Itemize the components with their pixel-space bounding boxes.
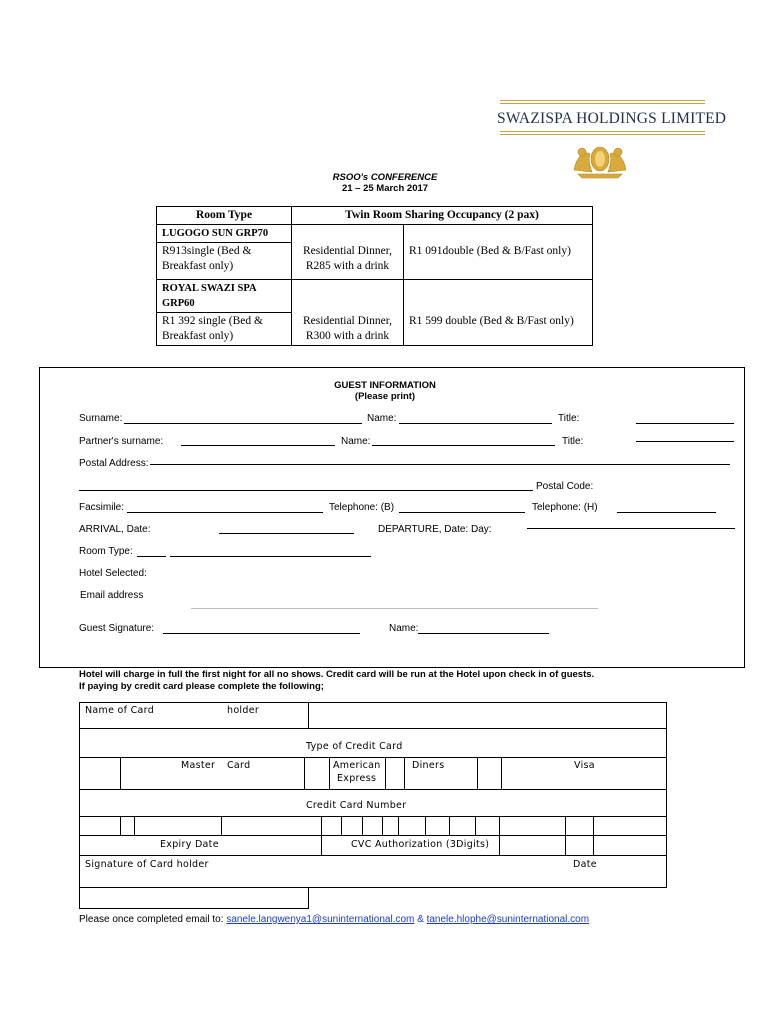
occupancy-header: Twin Room Sharing Occupancy (2 pax) (292, 207, 593, 225)
surname-field[interactable] (124, 423, 362, 424)
single-rate: R913single (Bed & Breakfast only) (157, 243, 292, 280)
cc-line (79, 702, 667, 703)
card-date-label: Date (573, 859, 597, 870)
card-number-title: Credit Card Number (306, 800, 407, 811)
hotel-name: LUGOGO SUN GRP70 (157, 225, 292, 243)
telephone-b-label: Telephone: (B) (329, 502, 395, 513)
partner-title-label: Title: (562, 436, 584, 447)
cc-line (501, 757, 502, 789)
email-link-tanele[interactable]: tanele.hlophe@suninternational.com (426, 914, 590, 925)
room-type-header: Room Type (157, 207, 292, 225)
postal-address-field[interactable] (150, 464, 730, 465)
logo-rule-top (500, 100, 705, 101)
cc-line (79, 855, 667, 856)
email-label: Email address (80, 590, 144, 601)
master-label: Master (181, 760, 216, 771)
conference-dates: 21 – 25 March 2017 (341, 183, 429, 194)
empty-cell (292, 280, 404, 313)
partner-surname-field[interactable] (181, 445, 335, 446)
diners-label: Diners (412, 760, 445, 771)
empty-cell (292, 225, 404, 243)
logo-rule-bottom (500, 131, 705, 132)
table-row (157, 280, 593, 313)
telephone-b-field[interactable] (399, 512, 525, 513)
cc-line (308, 887, 309, 908)
cvc-field[interactable] (501, 837, 564, 854)
name-field[interactable] (399, 423, 552, 424)
empty-cell (404, 225, 593, 243)
express-label: Express (337, 773, 377, 784)
cvc-label: CVC Authorization (3Digits) (351, 839, 490, 850)
email-instruction (79, 914, 589, 925)
card-number-field[interactable] (81, 818, 665, 834)
visa-checkbox[interactable] (479, 759, 500, 788)
title-label: Title: (558, 413, 580, 424)
room-type-label: Room Type: (79, 546, 133, 557)
cc-line (120, 757, 121, 789)
expiry-date-field[interactable] (223, 837, 319, 854)
single-rate: R1 392 single (Bed & Breakfast only) (157, 313, 292, 346)
cc-line (79, 887, 667, 888)
signature-name-field[interactable] (418, 633, 549, 634)
name-of-card-label: Name of Card (85, 705, 155, 716)
room-type-field[interactable] (170, 556, 371, 557)
guest-info-subtitle: (Please print) (354, 391, 416, 402)
postal-address-field-2[interactable] (79, 490, 533, 491)
logo-rule-bottom-2 (500, 134, 705, 135)
guest-signature-field[interactable] (163, 633, 360, 634)
company-name: SWAZISPA HOLDINGS LIMITED (497, 110, 727, 127)
cc-line (79, 908, 309, 909)
room-rates-table (156, 206, 593, 346)
guest-info-title: GUEST INFORMATION (334, 380, 436, 391)
logo-rule-top-2 (500, 103, 705, 104)
cc-line (79, 835, 667, 836)
cc-line (329, 757, 330, 789)
partner-surname-label: Partner's surname: (79, 436, 164, 447)
cc-line (79, 757, 667, 758)
surname-label: Surname: (79, 413, 123, 424)
card-signature-label: Signature of Card holder (85, 859, 209, 870)
diners-checkbox[interactable] (387, 759, 403, 788)
facsimile-label: Facsimile: (79, 502, 125, 513)
departure-field[interactable] (527, 528, 735, 529)
cc-line (79, 789, 667, 790)
hotel-name-line2: GRP60 (162, 298, 195, 309)
hotel-name (157, 280, 292, 313)
departure-label: DEPARTURE, Date: Day: (378, 524, 492, 535)
email-field[interactable] (191, 608, 598, 609)
type-of-card-title: Type of Credit Card (306, 741, 403, 752)
amex-checkbox[interactable] (306, 759, 328, 788)
email-ampersand: & (417, 914, 424, 925)
cc-line (79, 728, 667, 729)
telephone-h-field[interactable] (617, 512, 716, 513)
cc-line (308, 702, 309, 728)
partner-name-label: Name: (341, 436, 371, 447)
name-label: Name: (367, 413, 397, 424)
facsimile-field[interactable] (127, 512, 323, 513)
american-label: American (333, 760, 381, 771)
conference-title: RSOO's CONFERENCE (332, 172, 438, 183)
card-label: Card (227, 760, 251, 771)
visa-label: Visa (574, 760, 595, 771)
cc-line (385, 757, 386, 789)
signature-name-label: Name: (389, 623, 419, 634)
empty-cell (404, 280, 593, 313)
postal-address-label: Postal Address: (79, 458, 149, 469)
holder-label: holder (227, 705, 260, 716)
postal-code-label: Postal Code: (536, 481, 594, 492)
cc-line (304, 757, 305, 789)
card-signature-field[interactable] (81, 889, 307, 907)
double-rate: R1 091double (Bed & B/Fast only) (404, 243, 593, 280)
dinner-rate: Residential Dinner, R285 with a drink (292, 243, 404, 280)
cc-line (404, 757, 405, 789)
no-show-notice: Hotel will charge in full the first night for all no shows. Credit card will be run at the Hotel upon check in of guests. (79, 669, 595, 680)
telephone-h-label: Telephone: (H) (532, 502, 598, 513)
table-row (157, 243, 593, 280)
table-row (157, 225, 593, 243)
cc-line (477, 757, 478, 789)
room-type-field-short[interactable] (137, 556, 166, 557)
cc-line (666, 702, 667, 888)
guest-signature-label: Guest Signature: (79, 623, 155, 634)
partner-title-field[interactable] (636, 441, 734, 442)
dinner-rate: Residential Dinner, R300 with a drink (292, 313, 404, 346)
table-header-row (157, 207, 593, 225)
partner-name-field[interactable] (372, 445, 555, 446)
hotel-selected-label: Hotel Selected: (79, 568, 147, 579)
master-checkbox[interactable] (81, 759, 119, 788)
double-rate: R1 599 double (Bed & B/Fast only) (404, 313, 593, 346)
table-row (157, 313, 593, 346)
card-holder-field[interactable] (310, 704, 665, 727)
arrival-field[interactable] (219, 533, 354, 534)
cc-line (79, 816, 667, 817)
email-instruction-text: Please once completed email to: (79, 914, 224, 925)
arrival-label: ARRIVAL, Date: (79, 524, 151, 535)
email-link-sanele[interactable]: sanele.langwenya1@suninternational.com (226, 914, 415, 925)
expiry-date-label: Expiry Date (160, 839, 219, 850)
hotel-name-line1: ROYAL SWAZI SPA (162, 283, 257, 294)
title-field[interactable] (636, 423, 734, 424)
cc-line (79, 702, 80, 908)
credit-card-instruction: If paying by credit card please complete the following; (79, 681, 324, 692)
